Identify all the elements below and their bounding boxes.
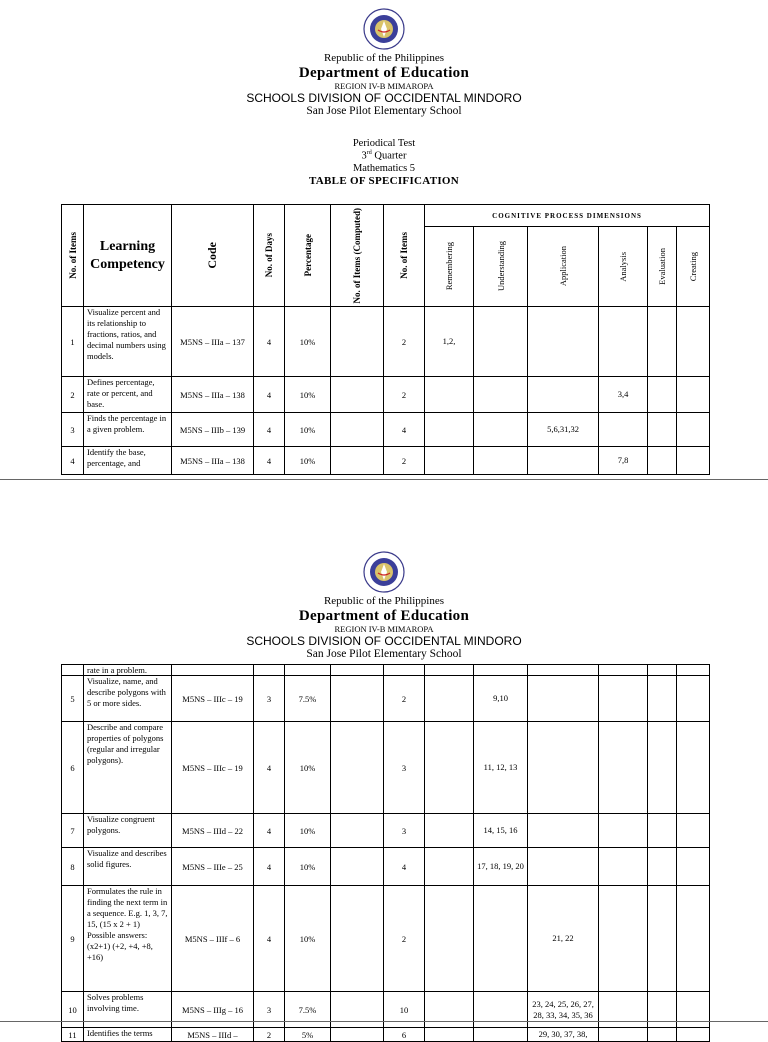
cell-cre	[677, 992, 710, 1028]
continuation-text: rate in a problem.	[84, 665, 172, 676]
cell-days: 4	[254, 814, 285, 848]
cell-pct: 10%	[285, 886, 331, 992]
cell-cre	[677, 676, 710, 722]
cell-no: 7	[62, 814, 84, 848]
continuation-row	[62, 665, 710, 676]
cell-cre	[677, 1028, 710, 1042]
cell-items: 2	[384, 886, 425, 992]
division-line: SCHOOLS DIVISION OF OCCIDENTAL MINDORO	[246, 90, 522, 105]
cell-no: 9	[62, 886, 84, 992]
page-separator-2	[0, 1021, 768, 1022]
cell-ana	[599, 814, 648, 848]
header-understanding: Understanding	[474, 227, 528, 307]
test-title-block	[0, 138, 768, 187]
cell-items: 4	[384, 413, 425, 447]
cell-eva	[648, 307, 677, 377]
cell-days: 2	[254, 1028, 285, 1042]
cell-eva	[648, 992, 677, 1028]
deped-seal-icon-2	[363, 551, 405, 593]
cell-rem	[425, 722, 474, 814]
cell-items: 2	[384, 447, 425, 475]
cell-und	[474, 1028, 528, 1042]
cell-ana	[599, 1028, 648, 1042]
cell-computed	[331, 377, 384, 413]
cell-no: 3	[62, 413, 84, 447]
cell-rem	[425, 886, 474, 992]
cell-und	[474, 413, 528, 447]
cell-days: 4	[254, 377, 285, 413]
cell-und: 14, 15, 16	[474, 814, 528, 848]
cell-und	[474, 886, 528, 992]
republic-line: Republic of the Philippines	[323, 52, 445, 64]
cell-cre	[677, 886, 710, 992]
letterhead	[0, 52, 768, 119]
page-1	[0, 0, 768, 480]
cell-eva	[648, 413, 677, 447]
cell-ana: 3,4	[599, 377, 648, 413]
cell-eva	[648, 848, 677, 886]
cell-app	[528, 848, 599, 886]
cell-items: 4	[384, 848, 425, 886]
cell-computed	[331, 413, 384, 447]
cell-rem	[425, 848, 474, 886]
cell-items: 6	[384, 1028, 425, 1042]
cell-items: 2	[384, 377, 425, 413]
cell-no: 2	[62, 377, 84, 413]
cell-competency: Visualize and describes solid figures.	[84, 848, 172, 886]
cell-eva	[648, 377, 677, 413]
cell-code: M5NS – IIId –	[172, 1028, 254, 1042]
quarter-line: 3rd Quarter	[361, 150, 407, 162]
cell-code: M5NS – IIId – 22	[172, 814, 254, 848]
cell-code: M5NS – IIIg – 16	[172, 992, 254, 1028]
cell-code: M5NS – IIIa – 138	[172, 377, 254, 413]
cell-und: 9,10	[474, 676, 528, 722]
table-row	[62, 377, 710, 413]
cell-eva	[648, 1028, 677, 1042]
cell-computed	[331, 886, 384, 992]
cell-no: 5	[62, 676, 84, 722]
cell-items: 3	[384, 814, 425, 848]
cell-und	[474, 307, 528, 377]
cell-cre	[677, 722, 710, 814]
cell-ana	[599, 886, 648, 992]
cell-pct: 10%	[285, 848, 331, 886]
department-name-2: Department of Education	[298, 607, 470, 624]
cell-computed	[331, 307, 384, 377]
cell-computed	[331, 676, 384, 722]
header-cognitive-dimensions: COGNITIVE PROCESS DIMENSIONS	[425, 205, 710, 227]
cell-code: M5NS – IIIa – 137	[172, 307, 254, 377]
cell-rem	[425, 992, 474, 1028]
cell-ana: 7,8	[599, 447, 648, 475]
cell-cre	[677, 447, 710, 475]
deped-seal-icon	[363, 8, 405, 50]
cell-code: M5NS – IIIb – 139	[172, 413, 254, 447]
page-separator	[0, 479, 768, 480]
cell-competency: Describe and compare properties of polygons (regular and irregular polygons).	[84, 722, 172, 814]
cell-code: M5NS – IIIf – 6	[172, 886, 254, 992]
cell-items: 2	[384, 307, 425, 377]
table-row	[62, 722, 710, 814]
cell-items: 3	[384, 722, 425, 814]
cell-no: 4	[62, 447, 84, 475]
cell-app	[528, 447, 599, 475]
cell-code: M5NS – IIIa – 138	[172, 447, 254, 475]
table-row	[62, 814, 710, 848]
cell-pct: 10%	[285, 307, 331, 377]
header-computed: No. of Items (Computed)	[331, 205, 384, 307]
table-row	[62, 676, 710, 722]
cell-cre	[677, 848, 710, 886]
cell-days: 4	[254, 848, 285, 886]
cell-competency: Visualize congruent polygons.	[84, 814, 172, 848]
cell-app	[528, 377, 599, 413]
table-row	[62, 1028, 710, 1042]
cell-app	[528, 307, 599, 377]
cell-code: M5NS – IIIc – 19	[172, 676, 254, 722]
cell-ana	[599, 676, 648, 722]
cell-ana	[599, 722, 648, 814]
cell-code: M5NS – IIIe – 25	[172, 848, 254, 886]
cell-days: 4	[254, 413, 285, 447]
cell-rem	[425, 377, 474, 413]
cell-ana	[599, 413, 648, 447]
cell-app	[528, 676, 599, 722]
cell-pct: 7.5%	[285, 992, 331, 1028]
cell-days: 4	[254, 886, 285, 992]
page-2	[0, 545, 768, 1040]
header-evaluation: Evaluation	[648, 227, 677, 307]
cell-no: 11	[62, 1028, 84, 1042]
cell-pct: 5%	[285, 1028, 331, 1042]
cell-days: 4	[254, 722, 285, 814]
cell-no: 1	[62, 307, 84, 377]
cell-competency: Formulates the rule in finding the next term in a sequence. E.g. 1, 3, 7, 15, (15 x 2 + 1) Possible answers: (x2+1) (+2, +4, +8, +16)	[84, 886, 172, 992]
header-creating: Creating	[677, 227, 710, 307]
school-name: San Jose Pilot Elementary School	[306, 105, 462, 118]
cell-rem	[425, 447, 474, 475]
subject-line: Mathematics 5	[352, 162, 416, 174]
cell-rem	[425, 413, 474, 447]
cell-cre	[677, 814, 710, 848]
table-row	[62, 447, 710, 475]
cell-competency: Identifies the terms	[84, 1028, 172, 1042]
specification-table-page1	[61, 204, 710, 475]
cell-pct: 10%	[285, 814, 331, 848]
header-remembering: Remembering	[425, 227, 474, 307]
header-no-items-2: No. of Items	[384, 205, 425, 307]
cell-pct: 10%	[285, 447, 331, 475]
test-name: Periodical Test	[352, 138, 416, 149]
cell-computed	[331, 992, 384, 1028]
document-title: TABLE OF SPECIFICATION	[308, 174, 460, 187]
cell-days: 3	[254, 992, 285, 1028]
cell-app: 21, 22	[528, 886, 599, 992]
department-name: Department of Education	[298, 64, 470, 81]
table-row	[62, 307, 710, 377]
republic-line-2: Republic of the Philippines	[323, 595, 445, 607]
specification-table-page2	[61, 664, 710, 1042]
cell-eva	[648, 886, 677, 992]
cell-no: 8	[62, 848, 84, 886]
cell-days: 4	[254, 447, 285, 475]
page1-body	[62, 307, 710, 475]
region-line: REGION IV-B MIMAROPA	[334, 80, 434, 91]
school-name-2: San Jose Pilot Elementary School	[306, 648, 462, 661]
cell-competency: Identify the base, percentage, and	[84, 447, 172, 475]
region-line-2: REGION IV-B MIMAROPA	[334, 623, 434, 634]
header-code: Code	[172, 205, 254, 307]
table-row	[62, 886, 710, 992]
header-learning-competency: Learning Competency	[84, 205, 172, 307]
cell-ana	[599, 992, 648, 1028]
cell-und: 11, 12, 13	[474, 722, 528, 814]
cell-rem	[425, 814, 474, 848]
cell-eva	[648, 676, 677, 722]
header-percentage: Percentage	[285, 205, 331, 307]
page2-body	[62, 665, 710, 1042]
cell-computed	[331, 722, 384, 814]
cell-app	[528, 722, 599, 814]
cell-und	[474, 992, 528, 1028]
cell-competency: Visualize, name, and describe polygons with 5 or more sides.	[84, 676, 172, 722]
cell-eva	[648, 447, 677, 475]
cell-days: 3	[254, 676, 285, 722]
cell-no: 6	[62, 722, 84, 814]
cell-rem: 1,2,	[425, 307, 474, 377]
header-analysis: Analysis	[599, 227, 648, 307]
cell-computed	[331, 1028, 384, 1042]
cell-app: 29, 30, 37, 38,	[528, 1028, 599, 1042]
table-row	[62, 413, 710, 447]
cell-cre	[677, 377, 710, 413]
header-no-items: No. of Items	[62, 205, 84, 307]
cell-pct: 7.5%	[285, 676, 331, 722]
cell-computed	[331, 848, 384, 886]
cell-ana	[599, 307, 648, 377]
cell-items: 10	[384, 992, 425, 1028]
cell-app: 5,6,31,32	[528, 413, 599, 447]
cell-cre	[677, 307, 710, 377]
cell-rem	[425, 676, 474, 722]
table-row	[62, 848, 710, 886]
cell-pct: 10%	[285, 413, 331, 447]
header-no-days: No. of Days	[254, 205, 285, 307]
cell-und	[474, 447, 528, 475]
cell-app	[528, 814, 599, 848]
cell-rem	[425, 1028, 474, 1042]
cell-computed	[331, 447, 384, 475]
table-row	[62, 992, 710, 1028]
cell-competency: Defines percentage, rate or percent, and base.	[84, 377, 172, 413]
cell-app: 23, 24, 25, 26, 27, 28, 33, 34, 35, 36	[528, 992, 599, 1028]
cell-pct: 10%	[285, 377, 331, 413]
cell-competency: Finds the percentage in a given problem.	[84, 413, 172, 447]
cell-code: M5NS – IIIc – 19	[172, 722, 254, 814]
cell-und: 17, 18, 19, 20	[474, 848, 528, 886]
cell-und	[474, 377, 528, 413]
division-line-2: SCHOOLS DIVISION OF OCCIDENTAL MINDORO	[246, 633, 522, 648]
cell-competency: Solves problems involving time.	[84, 992, 172, 1028]
cell-ana	[599, 848, 648, 886]
cell-eva	[648, 814, 677, 848]
letterhead-2	[0, 595, 768, 662]
cell-competency: Visualize percent and its relationship to fractions, ratios, and decimal numbers using models.	[84, 307, 172, 377]
cell-pct: 10%	[285, 722, 331, 814]
cell-eva	[648, 722, 677, 814]
cell-items: 2	[384, 676, 425, 722]
cell-no: 10	[62, 992, 84, 1028]
cell-cre	[677, 413, 710, 447]
header-application: Application	[528, 227, 599, 307]
cell-days: 4	[254, 307, 285, 377]
cell-computed	[331, 814, 384, 848]
